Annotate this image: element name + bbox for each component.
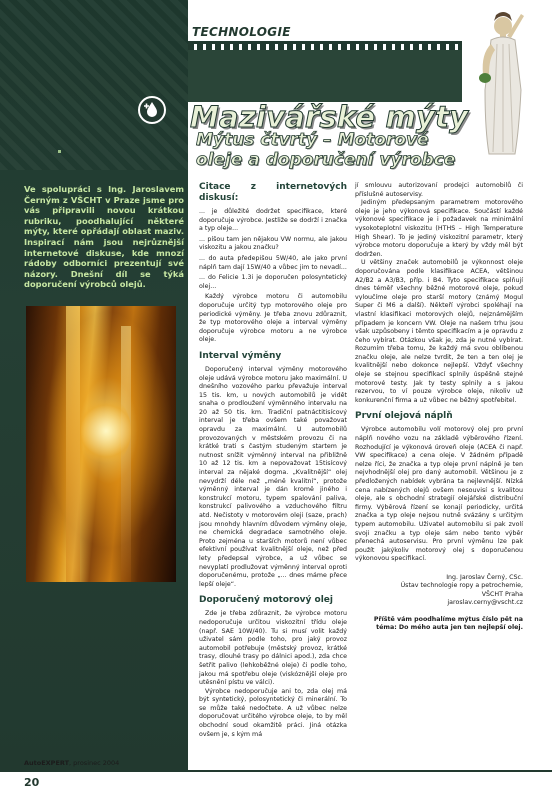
quote-item: ... je důležité dodržet specifikace, které doporučuje výrobce. Jestliže se dodrží i značka a typ oleje... — [199, 208, 347, 233]
article-column-1 — [199, 182, 347, 739]
paragraph: Jediným předepsaným parametrem motorového oleje je jeho výkonová specifikace. Součástí každé výkonové specifikace je i požadavek na minimální vysokoteplotní viskozitu (HTHS – High Temperature High Shear). To je jediný viskozitní parametr, který výrobce motoru doporučuje a který by vždy měl být dodržen. — [355, 199, 523, 258]
author-school: VŠCHT Praha — [481, 590, 523, 598]
paragraph: Každý výrobce motoru či automobilu doporučuje určitý typ motorového oleje pro periodické výměny. Je třeba znovu zdůraznit, že typ motorového oleje a interval výměny doporučuje výrobce motoru a ne výrobce oleje. — [199, 293, 347, 344]
next-note-line2: téma: Do mého auta jen ten nejlepší olej. — [376, 623, 523, 631]
header-band — [188, 50, 462, 102]
oil-drop-cross-icon — [140, 98, 164, 122]
oil-glow — [81, 396, 131, 466]
article-subtitle-line1: Mýtus čtvrtý – Motorové — [196, 130, 429, 150]
next-episode-note — [355, 616, 523, 633]
paragraph: U většiny značek automobilů je výkonnost oleje doporučována podle klasifikace ACEA, většinou A2/B2 a A3/B3, příp. i B4. Tyto specifikace splňují dnes téměř všechny běžné motorové oleje, pokud vyloučíme oleje pro starší motory (známý Mogul Super či M6 a další). Někteří výrobci spoléhají na vlastní klasifikaci motorových olejů, nejznámějším případem je koncern VW. Oleje na našem trhu jsou však uzpůsobeny i těmto specifikacím a je opravdu z čeho vybírat. Otázkou však je, zda je nutné vybírat. Rozumím třeba tomu, že každý má svou oblíbenou značku oleje, ale nelze tvrdit, že ten a ten olej je kvalitnější nebo dokonce nejlepší. Vždyť všechny oleje se stejnou specifikací splnily úspěšně stejné motorové testy. Jak ty testy splnily a s jakou rezervou, to ví pouze výrobce oleje, nikoliv už konkurenční firma a už vůbec ne běžný spotřebitel. — [355, 259, 523, 404]
paragraph: Zde je třeba zdůraznit, že výrobce motoru nedoporučuje určitou viskozitní třídu oleje (např. SAE 10W/40). Tu si musí volit každý uživatel sám podle toho, pro jaký provoz automobil potřebuje (městský provoz, krátké trasy, dlouhé trasy po dálnici apod.), zda chce šetřit palivo (lehkoběžné oleje) či podle toho, jakou má spotřebu oleje (viskóznější oleje pro utěsnění pístu ve válci). — [199, 610, 347, 687]
intro-text: Ve spolupráci s Ing. Jaroslavem Černým z VŠCHT v Praze jsme pro vás připravili novou krátkou rubriku, poodhalující některé mýty, které opřádají oblast maziv. Inspirací nám jsou nejrůznější internetové diskuse, kde mnozí rádoby odborníci prezentují své názory. Dnešní díl se týká doporučení výrobců olejů. — [24, 184, 184, 290]
issue-date: , prosinec 2004 — [69, 759, 120, 767]
decorative-mark — [58, 150, 61, 153]
magazine-name: AutoEXPERT — [24, 759, 70, 767]
paragraph: jí smlouvu autorizovaní prodejci automobilů či příslušné autoservisy. — [355, 182, 523, 198]
quote-block — [199, 208, 347, 291]
footer-rule — [0, 770, 552, 772]
author-name: Ing. Jaroslav Černý, CSc. — [446, 573, 523, 581]
section-header — [188, 22, 462, 44]
next-note-line1: Příště vám poodhalíme mýtus číslo pět na — [373, 615, 523, 623]
oil-photo — [26, 306, 176, 582]
quote-item: ... píšou tam jen nějakou VW normu, ale jakou viskozitu a jakou značku? — [199, 235, 347, 252]
paragraph: Výrobce automobilu volí motorový olej pro první náplň nového vozu na základě výběrového řízení. Rozhodující je výkonová úroveň oleje (ACEA či např. VW specifikace) a cena oleje. V žádném případě nelze říci, že značka a typ oleje první náplně je ten nejvhodnější olej pro daný automobil. Většinou je z předložených nabídek vybrána ta nejlevnější. Nízká cena nabízených olejů ovšem nesouvisí s kvalitou oleje, ale s obchodní strategií olejářské distribuční firmy. Výběrová řízení se konají periodicky, určitá značka a typ oleje nejsou nutně svázány s určitým typem automobilu. Uživatel automobilu si pak zvolí svoji značku a typ oleje sám nebo tento výběr přenechá autoservisu. Pro první výměnu lze pak použít jakýkoliv motorový olej s doporučenou výkonovou specifikací. — [355, 426, 523, 563]
paragraph: Výrobce nedoporučuje ani to, zda olej má být syntetický, polosyntetický či minerální. To se může také nedočtete. A už vůbec nelze doporučovat určitého výrobce oleje, to by měl obchodní soud okamžitě práci. Jiná otázka ovšem je, s kým má — [199, 687, 347, 738]
column-heading: Interval výměny — [199, 350, 282, 361]
quote-item: ... do auta předepišou 5W/40, ale jako první náplň tam dají 15W/40 a vůbec jim to nevadí... — [199, 254, 347, 271]
author-signature — [355, 574, 523, 608]
column-heading: Citace z internetových diskusí: — [199, 182, 347, 203]
rubric-logo-icon — [138, 96, 166, 124]
paragraph: Doporučený interval výměny motorového oleje udává výrobce motoru jako maximální. U dnešního vozového parku převažuje interval 15 tis. km, u nových automobilů je vidět snaha o prodloužení výměnného intervalu na 20 až 50 tis. km. Tradiční patnáctitisícový interval je třeba ovšem také považovat opravdu za maximální. U automobilů provozovaných v městském provozu či na krátké trati s častým studeným startem je nutnost snížit výměnný interval na přibližně 10 až 12 tis. km a nepovažovat 15tisícový interval za nějaké dogma. „Kvalitnější“ olej nevydrží déle než „méně kvalitní“, protože výměnný interval je dán kromě jiného i konstrukcí motoru, typem spalování paliva, konstrukcí palivového a vzduchového filtru atd. Nečistoty v motorovém oleji (saze, prach) jsou mnohdy hlavním důvodem výměny oleje, ne chemická degradace samotného oleje. Proto zejména u starších motorů není vůbec efektivní používat kvalitnější oleje, než před lety předepsal výrobce, a už vůbec se nevyplatí prodlužovat výměnný interval oproti doporučenému, protože „... dnes máme přece lepší oleje“. — [199, 365, 347, 588]
statue-illustration — [463, 4, 545, 160]
statue-image — [463, 4, 545, 160]
page-number: 20 — [24, 776, 40, 789]
article-column-2 — [355, 182, 523, 632]
article-subtitle-line2: oleje a doporučení výrobce — [196, 150, 456, 170]
author-institute: Ústav technologie ropy a petrochemie, — [400, 582, 523, 590]
oil-drip — [66, 306, 80, 582]
column-heading: Doporučený motorový olej — [199, 595, 333, 606]
article-title: Mazivářské mýty — [190, 100, 469, 134]
section-label: TECHNOLOGIE — [192, 25, 291, 39]
texture-pattern — [0, 0, 188, 170]
footer-publication — [24, 759, 119, 767]
author-email: jaroslav.cerny@vscht.cz — [447, 599, 523, 607]
quote-item: ... do Felicie 1.3i je doporučen polosyntetický olej... — [199, 274, 347, 290]
column-heading: První olejová náplň — [355, 411, 453, 422]
